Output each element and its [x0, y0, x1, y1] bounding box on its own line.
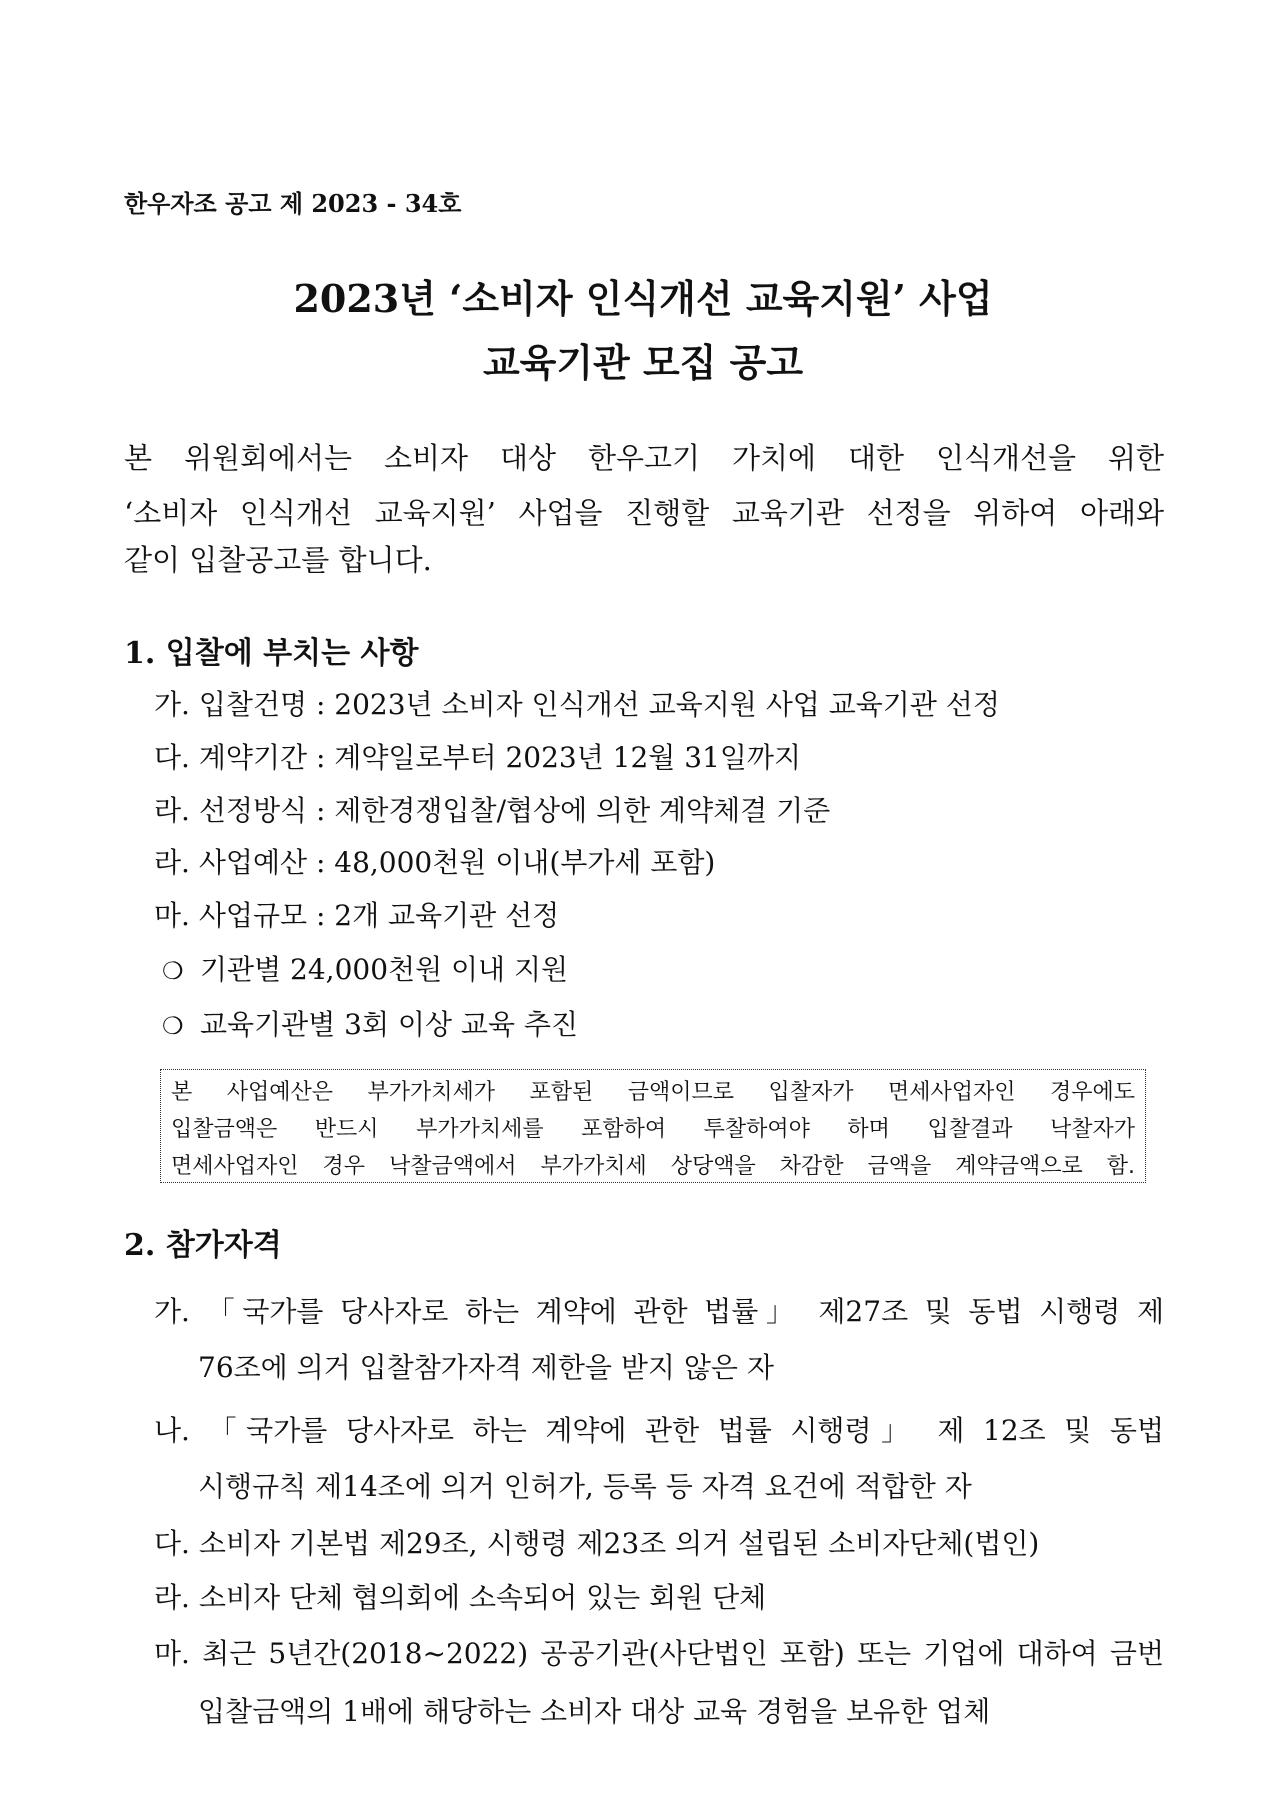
circle-bullet-icon: ❍ — [162, 1012, 184, 1040]
intro-line-2: ‘소비자 인식개선 교육지원’ 사업을 진행할 교육기관 선정을 위하여 아래와 — [124, 496, 1164, 530]
bid-item-contract-period: 다. 계약기간 : 계약일로부터 2023년 12월 31일까지 — [154, 741, 802, 774]
qualification-b-line-2: 시행규칙 제14조에 의거 인허가, 등록 등 자격 요건에 적합한 자 — [198, 1470, 972, 1503]
notice-number: 한우자조 공고 제 2023 - 34호 — [124, 189, 462, 218]
bid-item-name: 가. 입찰건명 : 2023년 소비자 인식개선 교육지원 사업 교육기관 선정 — [154, 688, 1000, 721]
qualification-e-line-2: 입찰금액의 1배에 해당하는 소비자 대상 교육 경험을 보유한 업체 — [198, 1695, 991, 1728]
bid-item-selection-method: 라. 선정방식 : 제한경쟁입찰/협상에 의한 계약체결 기준 — [154, 794, 831, 827]
bullet-text: 교육기관별 3회 이상 교육 추진 — [200, 1008, 578, 1041]
section-1-heading: 1. 입찰에 부치는 사항 — [124, 636, 419, 671]
intro-line-1: 본 위원회에서는 소비자 대상 한우고기 가치에 대한 인식개선을 위한 — [124, 441, 1164, 475]
bid-item-budget: 라. 사업예산 : 48,000천원 이내(부가세 포함) — [154, 846, 716, 879]
qualification-d: 라. 소비자 단체 협의회에 소속되어 있는 회원 단체 — [154, 1581, 767, 1614]
note-line-1: 본 사업예산은 부가가치세가 포함된 금액이므로 입찰자가 면세사업자인 경우에도 — [171, 1080, 1135, 1105]
note-line-2: 입찰금액은 반드시 부가가치세를 포함하여 투찰하여야 하며 입찰결과 낙찰자가 — [171, 1117, 1135, 1142]
qualification-a-line-2: 76조에 의거 입찰참가자격 제한을 받지 않은 자 — [198, 1351, 774, 1384]
qualification-c: 다. 소비자 기본법 제29조, 시행령 제23조 의거 설립된 소비자단체(법인) — [154, 1527, 1040, 1560]
qualification-b-line-1: 나. 「국가를 당사자로 하는 계약에 관한 법률 시행령」 제 12조 및 동법 — [154, 1414, 1164, 1447]
qualification-e-line-1: 마. 최근 5년간(2018~2022) 공공기관(사단법인 포함) 또는 기업에 대하여 금번 — [154, 1637, 1164, 1670]
section-2-heading: 2. 참가자격 — [124, 1228, 282, 1263]
circle-bullet-icon: ❍ — [162, 957, 184, 985]
title-line-2: 교육기관 모집 공고 — [482, 340, 804, 385]
intro-line-3: 같이 입찰공고를 합니다. — [124, 543, 432, 577]
bid-item-scale: 마. 사업규모 : 2개 교육기관 선정 — [154, 899, 560, 932]
list-item — [162, 1003, 578, 1043]
list-item — [162, 948, 568, 988]
note-line-3: 면세사업자인 경우 낙찰금액에서 부가가치세 상당액을 차감한 금액을 계약금액으로 함. — [171, 1154, 1135, 1179]
title-line-1: 2023년 ‘소비자 인식개선 교육지원’ 사업 — [293, 276, 993, 321]
qualification-a-line-1: 가. 「국가를 당사자로 하는 계약에 관한 법률」 제27조 및 동법 시행령 제 — [154, 1295, 1164, 1328]
vat-note-box — [160, 1069, 1146, 1183]
bullet-text: 기관별 24,000천원 이내 지원 — [200, 953, 569, 986]
